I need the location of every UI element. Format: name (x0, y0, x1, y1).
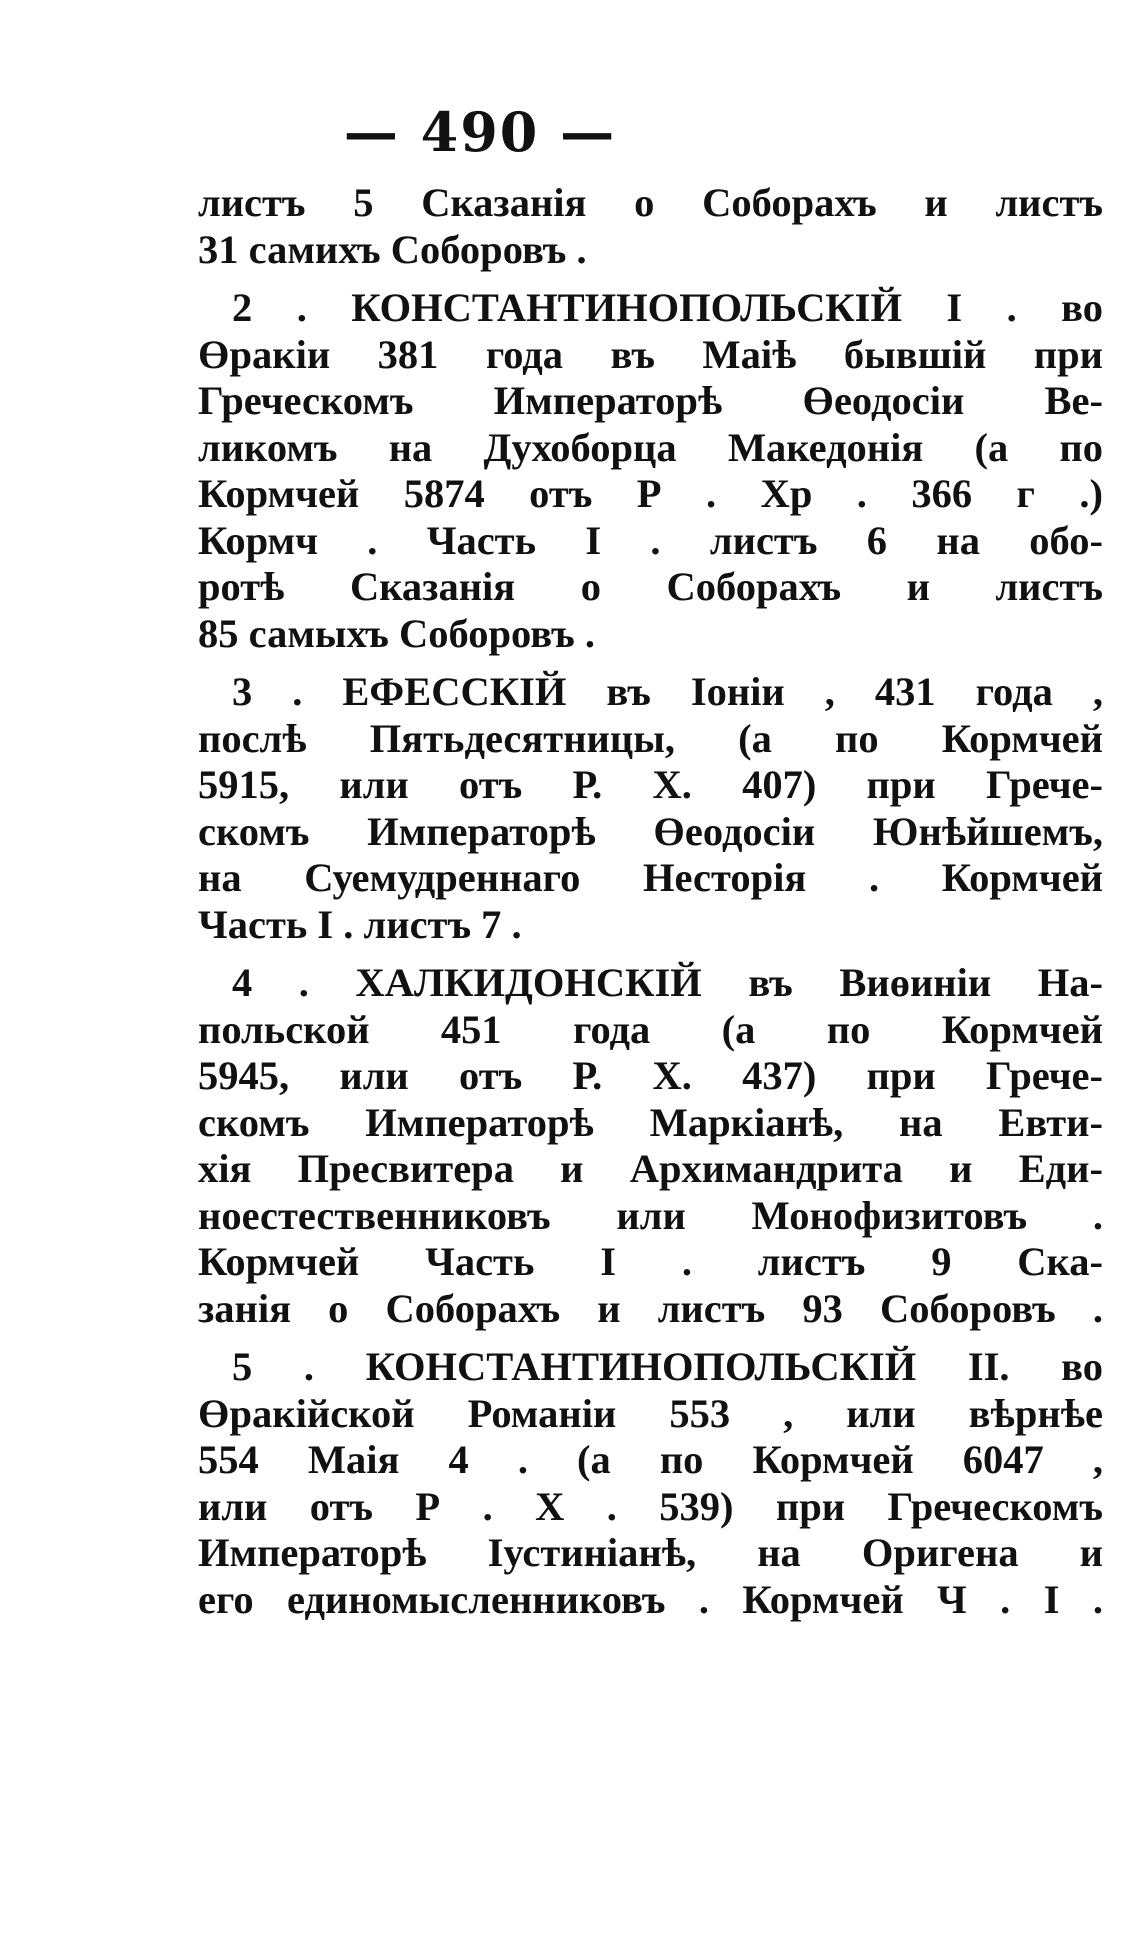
text-line: ротѣ Сказанія о Соборахъ и листъ (198, 564, 1103, 609)
text-line: 554 Маія 4 . (а по Кормчей 6047 , (198, 1437, 1103, 1482)
text-line: ликомъ на Духоборца Македонія (а по (198, 424, 1103, 470)
text-line: Императорѣ Іустиніанѣ, на Оригена и (198, 1530, 1103, 1575)
text-line: Өракіи 381 года въ Маіѣ бывшій при (198, 331, 1103, 377)
paragraph (198, 1344, 1103, 1623)
paragraph (198, 960, 1103, 1332)
text-line: 2 . КОНСТАНТИНОПОЛЬСКІЙ I . во (232, 285, 1103, 330)
text-line: на Суемудреннаго Несторія . Кормчей (198, 855, 1103, 900)
text-line: польской 451 года (а по Кормчей (198, 1006, 1103, 1052)
paragraph (198, 180, 1103, 273)
text-line: хія Пресвитера и Архимандрита и Еди- (198, 1146, 1103, 1191)
paragraph (198, 669, 1103, 948)
text-line: ноестественниковъ или Монофизитовъ . (198, 1192, 1103, 1238)
text-line: листъ 5 Сказанія о Соборахъ и листъ (198, 180, 1103, 225)
text-line: скомъ Императорѣ Өеодосіи Юнѣйшемъ, (198, 808, 1103, 854)
text-line: Кормчей 5874 отъ Р . Хр . 366 г .) (198, 471, 1103, 516)
text-line: Часть I . листъ 7 . (198, 901, 522, 947)
text-line: или отъ Р . Х . 539) при Греческомъ (198, 1483, 1103, 1529)
text-body (198, 180, 1103, 1623)
text-line: Кормчей Часть I . листъ 9 Ска- (198, 1239, 1103, 1284)
text-line: 5945, или отъ Р. Х. 437) при Грече- (198, 1053, 1103, 1098)
text-line: скомъ Императорѣ Маркіанѣ, на Евти- (198, 1099, 1103, 1145)
page-number: — 490 — (343, 100, 617, 164)
text-line: послѣ Пятьдесятницы, (а по Кормчей (198, 715, 1103, 761)
text-line: 4 . ХАЛКИДОНСКІЙ въ Виөиніи На- (232, 960, 1103, 1005)
text-line: занія о Соборахъ и листъ 93 Соборовъ . (198, 1285, 1103, 1331)
text-line: 31 самихъ Соборовъ . (198, 226, 587, 272)
text-line: 3 . ЕФЕССКІЙ въ Іоніи , 431 года , (232, 669, 1103, 714)
text-line: Өракійской Романіи 553 , или вѣрнѣе (198, 1390, 1103, 1436)
text-line: 5 . КОНСТАНТИНОПОЛЬСКІЙ II. во (232, 1344, 1103, 1389)
text-line: 85 самыхъ Соборовъ . (198, 610, 595, 656)
text-line: 5915, или отъ Р. Х. 407) при Грече- (198, 762, 1103, 807)
text-line: Греческомъ Императорѣ Өеодосіи Ве- (198, 378, 1103, 423)
text-line: его единомысленниковъ . Кормчей Ч . I . (198, 1576, 1103, 1622)
paragraph (198, 285, 1103, 657)
text-line: Кормч . Часть I . листъ 6 на обо- (198, 517, 1103, 563)
